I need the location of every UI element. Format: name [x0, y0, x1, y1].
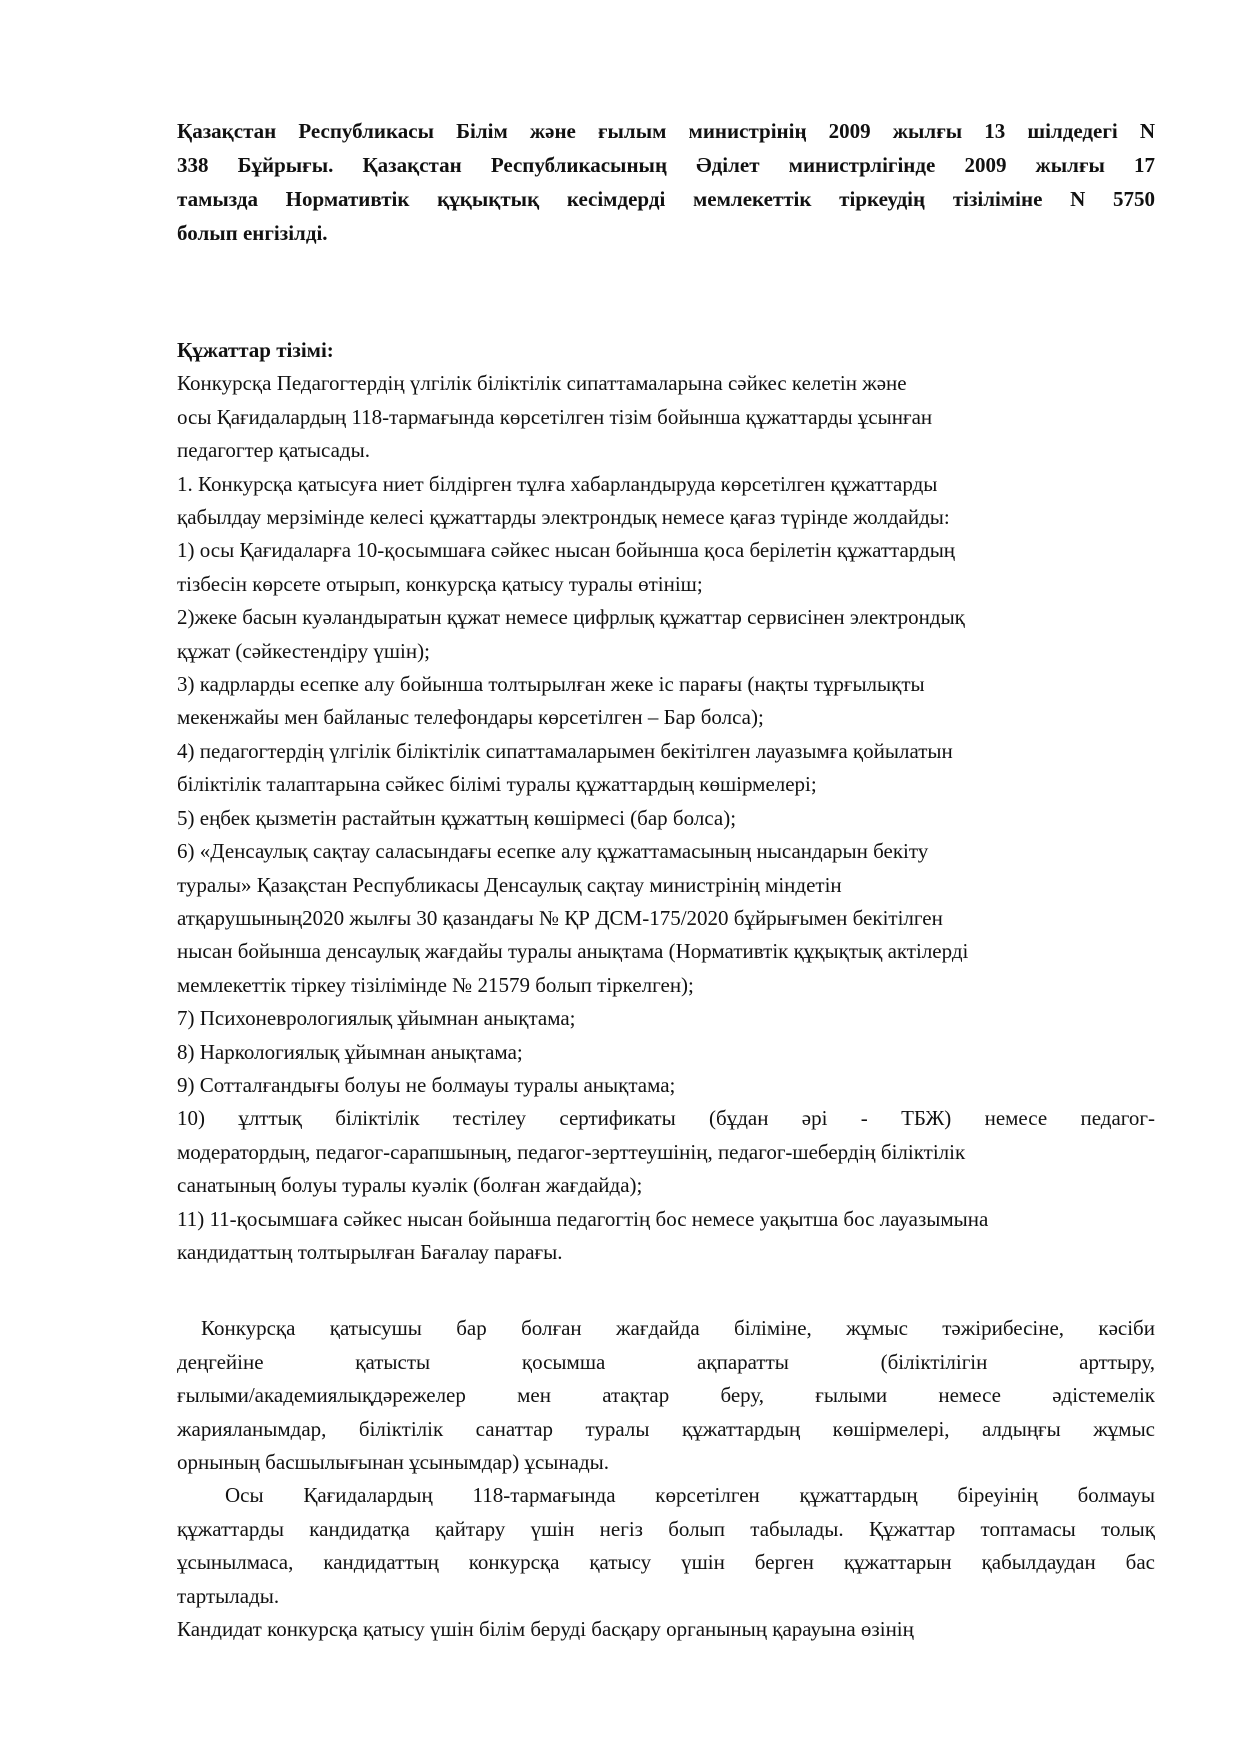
text-line: педагогтер қатысады. — [177, 438, 370, 463]
text-line: 1) осы Қағидаларға 10-қосымшаға сәйкес нысан бойынша қоса берілетін құжаттардың — [177, 538, 956, 563]
sub-item-3 — [177, 668, 1155, 735]
missing-docs-paragraph — [177, 1479, 1155, 1613]
text-line: 10) ұлттық біліктілік тестілеу сертификаты (бұдан әрі - ТБЖ) немесе педагог- — [177, 1106, 1155, 1131]
text-line: кандидаттың толтырылған Бағалау парағы. — [177, 1239, 563, 1264]
additional-info-paragraph — [177, 1312, 1155, 1479]
paragraph-gap — [177, 1269, 1155, 1312]
text-line: 6) «Денсаулық сақтау саласындағы есепке алу құжаттамасының нысандарын бекіту — [177, 839, 929, 864]
text-line: Кандидат конкурсқа қатысу үшін білім беруді басқару органының қарауына өзінің — [177, 1617, 914, 1642]
text-line: модератордың, педагог-сарапшының, педагог-зерттеушінің, педагог-шебердің біліктілік — [177, 1139, 966, 1164]
sub-item-9 — [177, 1069, 1155, 1102]
text-line: ғылыми/академиялықдәрежелер мен атақтар беру, ғылыми немесе әдістемелік — [177, 1383, 1155, 1408]
text-line: нысан бойынша денсаулық жағдайы туралы анықтама (Нормативтік құқықтық актілерді — [177, 939, 969, 964]
text-line: Конкурсқа Педагогтердің үлгілік біліктілік сипаттамаларына сәйкес келетін және — [177, 371, 907, 396]
text-line: 8) Наркологиялық ұйымнан анықтама; — [177, 1039, 523, 1064]
text-line: 2)жеке басын куәландыратын құжат немесе цифрлық құжаттар сервисінен электрондық — [177, 605, 965, 630]
text-line: атқарушының2020 жылғы 30 қазандағы № ҚР ДСМ-175/2020 бұйрығымен бекітілген — [177, 905, 943, 930]
sub-item-10 — [177, 1102, 1155, 1202]
text-line: қабылдау мерзімінде келесі құжаттарды электрондық немесе қағаз түрінде жолдайды: — [177, 505, 950, 530]
text-line: санатының болуы туралы куәлік (болған жағдайда); — [177, 1173, 643, 1198]
text-line: Конкурсқа қатысушы бар болған жағдайда біліміне, жұмыс тәжірибесіне, кәсіби — [201, 1316, 1155, 1341]
text-line: құжат (сәйкестендіру үшін); — [177, 638, 430, 663]
sub-item-11 — [177, 1203, 1155, 1270]
header-line: 338 Бұйрығы. Қазақстан Республикасының Әділет министрлігінде 2009 жылғы 17 — [177, 153, 1155, 177]
text-line: 1. Конкурсқа қатысуға ниет білдірген тұлға хабарландыруда көрсетілген құжаттарды — [177, 471, 938, 496]
sub-item-5 — [177, 802, 1155, 835]
text-line: осы Қағидалардың 118-тармағында көрсетілген тізім бойынша құжаттарды ұсынған — [177, 404, 933, 429]
sub-item-6 — [177, 835, 1155, 1002]
document-page — [177, 114, 1155, 1646]
text-line: ұсынылмаса, кандидаттың конкурсқа қатысу үшін берген құжаттарын қабылдаудан бас — [177, 1550, 1155, 1575]
text-line: құжаттарды кандидатқа қайтару үшін негіз болып табылады. Құжаттар топтамасы толық — [177, 1516, 1155, 1541]
header-line: Қазақстан Республикасы Білім және ғылым министрінің 2009 жылғы 13 шілдедегі N — [177, 119, 1155, 143]
text-line: Осы Қағидалардың 118-тармағында көрсетілген құжаттардың біреуінің болмауы — [225, 1483, 1155, 1508]
text-line: 5) еңбек қызметін растайтын құжаттың көшірмесі (бар болса); — [177, 805, 737, 830]
text-line: туралы» Қазақстан Республикасы Денсаулық сақтау министрінің міндетін — [177, 872, 842, 897]
sub-item-2 — [177, 601, 1155, 668]
text-line: мемлекеттік тіркеу тізілімінде № 21579 болып тіркелген); — [177, 972, 694, 997]
documents-intro — [177, 367, 1155, 467]
text-line: орнының басшылығынан ұсынымдар) ұсынады. — [177, 1450, 609, 1474]
text-line: 11) 11-қосымшаға сәйкес нысан бойынша педагогтің бос немесе уақытша бос лауазымына — [177, 1206, 989, 1231]
text-line: 3) кадрларды есепке алу бойынша толтырылған жеке іс парағы (нақты тұрғылықты — [177, 672, 925, 697]
text-line: деңгейіне қатысты қосымша ақпаратты (біліктілігін арттыру, — [177, 1349, 1155, 1374]
text-line: тартылады. — [177, 1583, 280, 1608]
sub-item-4 — [177, 735, 1155, 802]
header-line: тамызда Нормативтік құқықтық кесімдерді мемлекеттік тіркеудің тізіліміне N 5750 — [177, 187, 1155, 211]
text-line: мекенжайы мен байланыс телефондары көрсетілген – Бар болса); — [177, 705, 764, 730]
sub-item-8 — [177, 1036, 1155, 1069]
text-line: біліктілік талаптарына сәйкес білімі туралы құжаттардың көшірмелері; — [177, 772, 817, 797]
list-item-1 — [177, 468, 1155, 535]
sub-item-1 — [177, 534, 1155, 601]
text-line: 9) Сотталғандығы болуы не болмауы туралы анықтама; — [177, 1072, 676, 1097]
text-line: тізбесін көрсете отырып, конкурсқа қатысу туралы өтініш; — [177, 571, 703, 596]
text-line: жарияланымдар, біліктілік санаттар туралы құжаттардың көшірмелері, алдыңғы жұмыс — [177, 1416, 1155, 1441]
text-line: 7) Психоневрологиялық ұйымнан анықтама; — [177, 1006, 576, 1031]
text-line: 4) педагогтердің үлгілік біліктілік сипаттамаларымен бекітілген лауазымға қойылатын — [177, 738, 953, 763]
sub-item-7 — [177, 1002, 1155, 1035]
candidate-paragraph — [177, 1613, 1155, 1646]
header-line: болып енгізілді. — [177, 221, 328, 245]
documents-list-title: Құжаттар тізімі: — [177, 338, 334, 362]
order-header — [177, 114, 1155, 250]
